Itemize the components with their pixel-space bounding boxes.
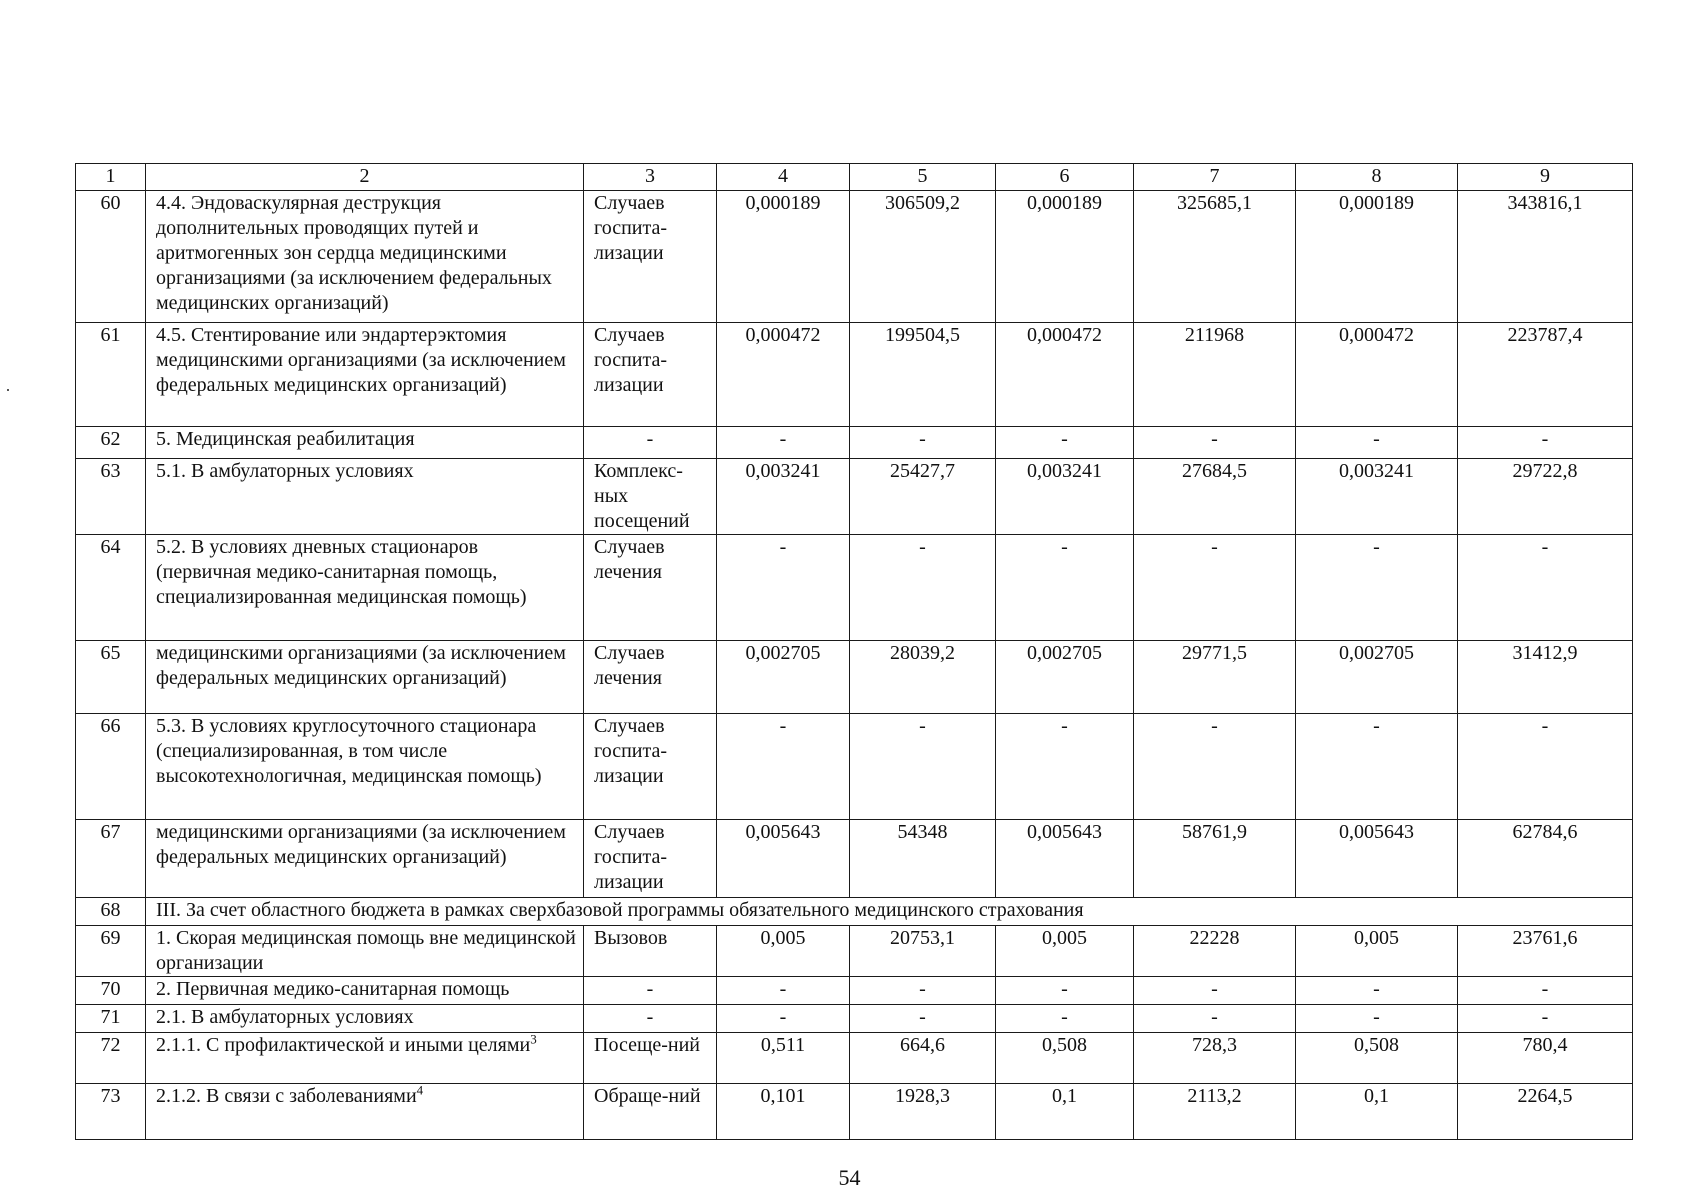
row-name-cell: [146, 191, 584, 323]
row-name: 2. Первичная медико-санитарная помощь: [156, 978, 510, 1000]
value-cell: 2264,5: [1458, 1084, 1633, 1140]
value-cell: -: [1296, 1005, 1458, 1033]
column-header: 8: [1296, 164, 1458, 191]
unit-cell: Случаев лечения: [584, 535, 717, 641]
row-name: 5.3. В условиях круглосуточного стационара (специализированная, в том числе высокотехнологичная, медицинская помощь): [156, 715, 542, 787]
table-row: [76, 535, 1633, 641]
value-cell: -: [1134, 714, 1296, 820]
value-cell: -: [850, 714, 996, 820]
value-cell: 31412,9: [1458, 641, 1633, 714]
row-number: 71: [76, 1005, 146, 1033]
row-name-cell: [146, 1033, 584, 1084]
table-row: [76, 427, 1633, 459]
value-cell: -: [996, 1005, 1134, 1033]
value-cell: -: [1296, 977, 1458, 1005]
value-cell: 0,003241: [1296, 459, 1458, 535]
value-cell: -: [850, 1005, 996, 1033]
value-cell: 0,005: [996, 926, 1134, 977]
table-row: [76, 1033, 1633, 1084]
column-header: 7: [1134, 164, 1296, 191]
row-name: 2.1. В амбулаторных условиях: [156, 1006, 414, 1028]
table-row: [76, 191, 1633, 323]
table-row: [76, 1005, 1633, 1033]
row-name-cell: [146, 459, 584, 535]
footnote-marker: 3: [530, 1032, 537, 1047]
row-number: 73: [76, 1084, 146, 1140]
value-cell: 325685,1: [1134, 191, 1296, 323]
column-header: 1: [76, 164, 146, 191]
value-cell: 306509,2: [850, 191, 996, 323]
row-number: 65: [76, 641, 146, 714]
value-cell: 29771,5: [1134, 641, 1296, 714]
value-cell: 780,4: [1458, 1033, 1633, 1084]
value-cell: -: [1458, 427, 1633, 459]
value-cell: 27684,5: [1134, 459, 1296, 535]
row-number: 66: [76, 714, 146, 820]
column-header: 6: [996, 164, 1134, 191]
value-cell: 62784,6: [1458, 820, 1633, 898]
row-name-cell: [146, 977, 584, 1005]
row-number: 69: [76, 926, 146, 977]
row-number: 63: [76, 459, 146, 535]
value-cell: -: [1134, 427, 1296, 459]
row-name: 5.1. В амбулаторных условиях: [156, 460, 414, 482]
value-cell: 0,002705: [996, 641, 1134, 714]
table-row: [76, 714, 1633, 820]
value-cell: 0,000472: [996, 323, 1134, 427]
table-row: [76, 641, 1633, 714]
row-number: 64: [76, 535, 146, 641]
unit-cell: Комплекс-ных посещений: [584, 459, 717, 535]
value-cell: 0,511: [717, 1033, 850, 1084]
row-name: 4.5. Стентирование или эндартерэктомия медицинскими организациями (за исключением федеральных медицинских организаций): [156, 324, 566, 396]
column-header: 5: [850, 164, 996, 191]
value-cell: 211968: [1134, 323, 1296, 427]
table-row: [76, 898, 1633, 926]
row-name: 5.2. В условиях дневных стационаров (первичная медико-санитарная помощь, специализированная медицинская помощь): [156, 536, 527, 608]
row-number: 67: [76, 820, 146, 898]
footnote-marker: 4: [416, 1083, 424, 1098]
value-cell: 0,002705: [1296, 641, 1458, 714]
scan-speck: [7, 389, 9, 391]
value-cell: -: [996, 427, 1134, 459]
value-cell: 25427,7: [850, 459, 996, 535]
row-number: 61: [76, 323, 146, 427]
value-cell: 0,000472: [717, 323, 850, 427]
table-row: [76, 926, 1633, 977]
value-cell: 1928,3: [850, 1084, 996, 1140]
value-cell: 2113,2: [1134, 1084, 1296, 1140]
value-cell: -: [850, 427, 996, 459]
value-cell: -: [1134, 977, 1296, 1005]
value-cell: -: [1458, 977, 1633, 1005]
value-cell: 29722,8: [1458, 459, 1633, 535]
value-cell: 0,1: [996, 1084, 1134, 1140]
section-heading: III. За счет областного бюджета в рамках сверхбазовой программы обязательного медицинского страхования: [146, 898, 1633, 926]
row-name-cell: [146, 926, 584, 977]
value-cell: 0,000189: [996, 191, 1134, 323]
value-cell: -: [717, 1005, 850, 1033]
row-name-cell: [146, 820, 584, 898]
value-cell: -: [1296, 714, 1458, 820]
value-cell: -: [1296, 427, 1458, 459]
row-name: 5. Медицинская реабилитация: [156, 428, 415, 450]
value-cell: 0,005643: [996, 820, 1134, 898]
value-cell: 20753,1: [850, 926, 996, 977]
value-cell: -: [1458, 714, 1633, 820]
value-cell: 0,000189: [717, 191, 850, 323]
value-cell: -: [717, 977, 850, 1005]
unit-cell: Посеще-ний: [584, 1033, 717, 1084]
value-cell: 0,508: [1296, 1033, 1458, 1084]
column-header: 2: [146, 164, 584, 191]
value-cell: -: [850, 535, 996, 641]
value-cell: 0,005643: [1296, 820, 1458, 898]
table-body: [76, 164, 1633, 1140]
unit-cell: Случаев госпита-лизации: [584, 820, 717, 898]
value-cell: -: [1134, 535, 1296, 641]
row-name-cell: [146, 535, 584, 641]
column-header: 9: [1458, 164, 1633, 191]
value-cell: 223787,4: [1458, 323, 1633, 427]
data-table: [75, 163, 1633, 1140]
value-cell: -: [1296, 535, 1458, 641]
unit-cell: -: [584, 427, 717, 459]
table-row: [76, 977, 1633, 1005]
unit-cell: Случаев госпита-лизации: [584, 714, 717, 820]
value-cell: 664,6: [850, 1033, 996, 1084]
value-cell: -: [1458, 535, 1633, 641]
value-cell: 343816,1: [1458, 191, 1633, 323]
row-name: медицинскими организациями (за исключением федеральных медицинских организаций): [156, 642, 566, 689]
row-name-cell: [146, 1005, 584, 1033]
value-cell: -: [717, 714, 850, 820]
value-cell: 0,000472: [1296, 323, 1458, 427]
row-number: 72: [76, 1033, 146, 1084]
value-cell: 0,000189: [1296, 191, 1458, 323]
row-name-cell: [146, 323, 584, 427]
table-row: [76, 459, 1633, 535]
value-cell: 23761,6: [1458, 926, 1633, 977]
row-number: 70: [76, 977, 146, 1005]
value-cell: 58761,9: [1134, 820, 1296, 898]
row-number: 62: [76, 427, 146, 459]
row-name: 1. Скорая медицинская помощь вне медицинской организации: [156, 927, 576, 974]
row-number: 60: [76, 191, 146, 323]
value-cell: 0,002705: [717, 641, 850, 714]
value-cell: 0,005643: [717, 820, 850, 898]
value-cell: -: [996, 535, 1134, 641]
row-name: 2.1.2. В связи с заболеваниями: [156, 1085, 417, 1107]
table-header-row: [76, 164, 1633, 191]
value-cell: -: [717, 535, 850, 641]
row-name-cell: [146, 427, 584, 459]
page-number: 54: [838, 1165, 861, 1190]
row-name-cell: [146, 1084, 584, 1140]
value-cell: -: [1458, 1005, 1633, 1033]
value-cell: -: [996, 977, 1134, 1005]
row-name: медицинскими организациями (за исключением федеральных медицинских организаций): [156, 821, 566, 868]
value-cell: -: [717, 427, 850, 459]
value-cell: 0,1: [1296, 1084, 1458, 1140]
unit-cell: Случаев лечения: [584, 641, 717, 714]
value-cell: 0,005: [717, 926, 850, 977]
row-name-cell: [146, 714, 584, 820]
value-cell: 54348: [850, 820, 996, 898]
value-cell: 0,005: [1296, 926, 1458, 977]
value-cell: -: [996, 714, 1134, 820]
value-cell: -: [1134, 1005, 1296, 1033]
row-number: 68: [76, 898, 146, 926]
value-cell: 0,508: [996, 1033, 1134, 1084]
value-cell: 0,003241: [996, 459, 1134, 535]
unit-cell: Случаев госпита-лизации: [584, 191, 717, 323]
column-header: 4: [717, 164, 850, 191]
value-cell: 199504,5: [850, 323, 996, 427]
row-name-cell: [146, 641, 584, 714]
value-cell: 0,003241: [717, 459, 850, 535]
value-cell: 0,101: [717, 1084, 850, 1140]
value-cell: 22228: [1134, 926, 1296, 977]
unit-cell: Вызовов: [584, 926, 717, 977]
table-row: [76, 323, 1633, 427]
unit-cell: -: [584, 977, 717, 1005]
table-row: [76, 820, 1633, 898]
row-name: 2.1.1. С профилактической и иными целями: [156, 1034, 531, 1056]
column-header: 3: [584, 164, 717, 191]
unit-cell: Случаев госпита-лизации: [584, 323, 717, 427]
unit-cell: -: [584, 1005, 717, 1033]
row-name: 4.4. Эндоваскулярная деструкция дополнительных проводящих путей и аритмогенных зон сердца медицинскими организациями (за исключением федеральных медицинских организаций): [156, 192, 552, 314]
value-cell: -: [850, 977, 996, 1005]
value-cell: 28039,2: [850, 641, 996, 714]
table-row: [76, 1084, 1633, 1140]
unit-cell: Обраще-ний: [584, 1084, 717, 1140]
value-cell: 728,3: [1134, 1033, 1296, 1084]
